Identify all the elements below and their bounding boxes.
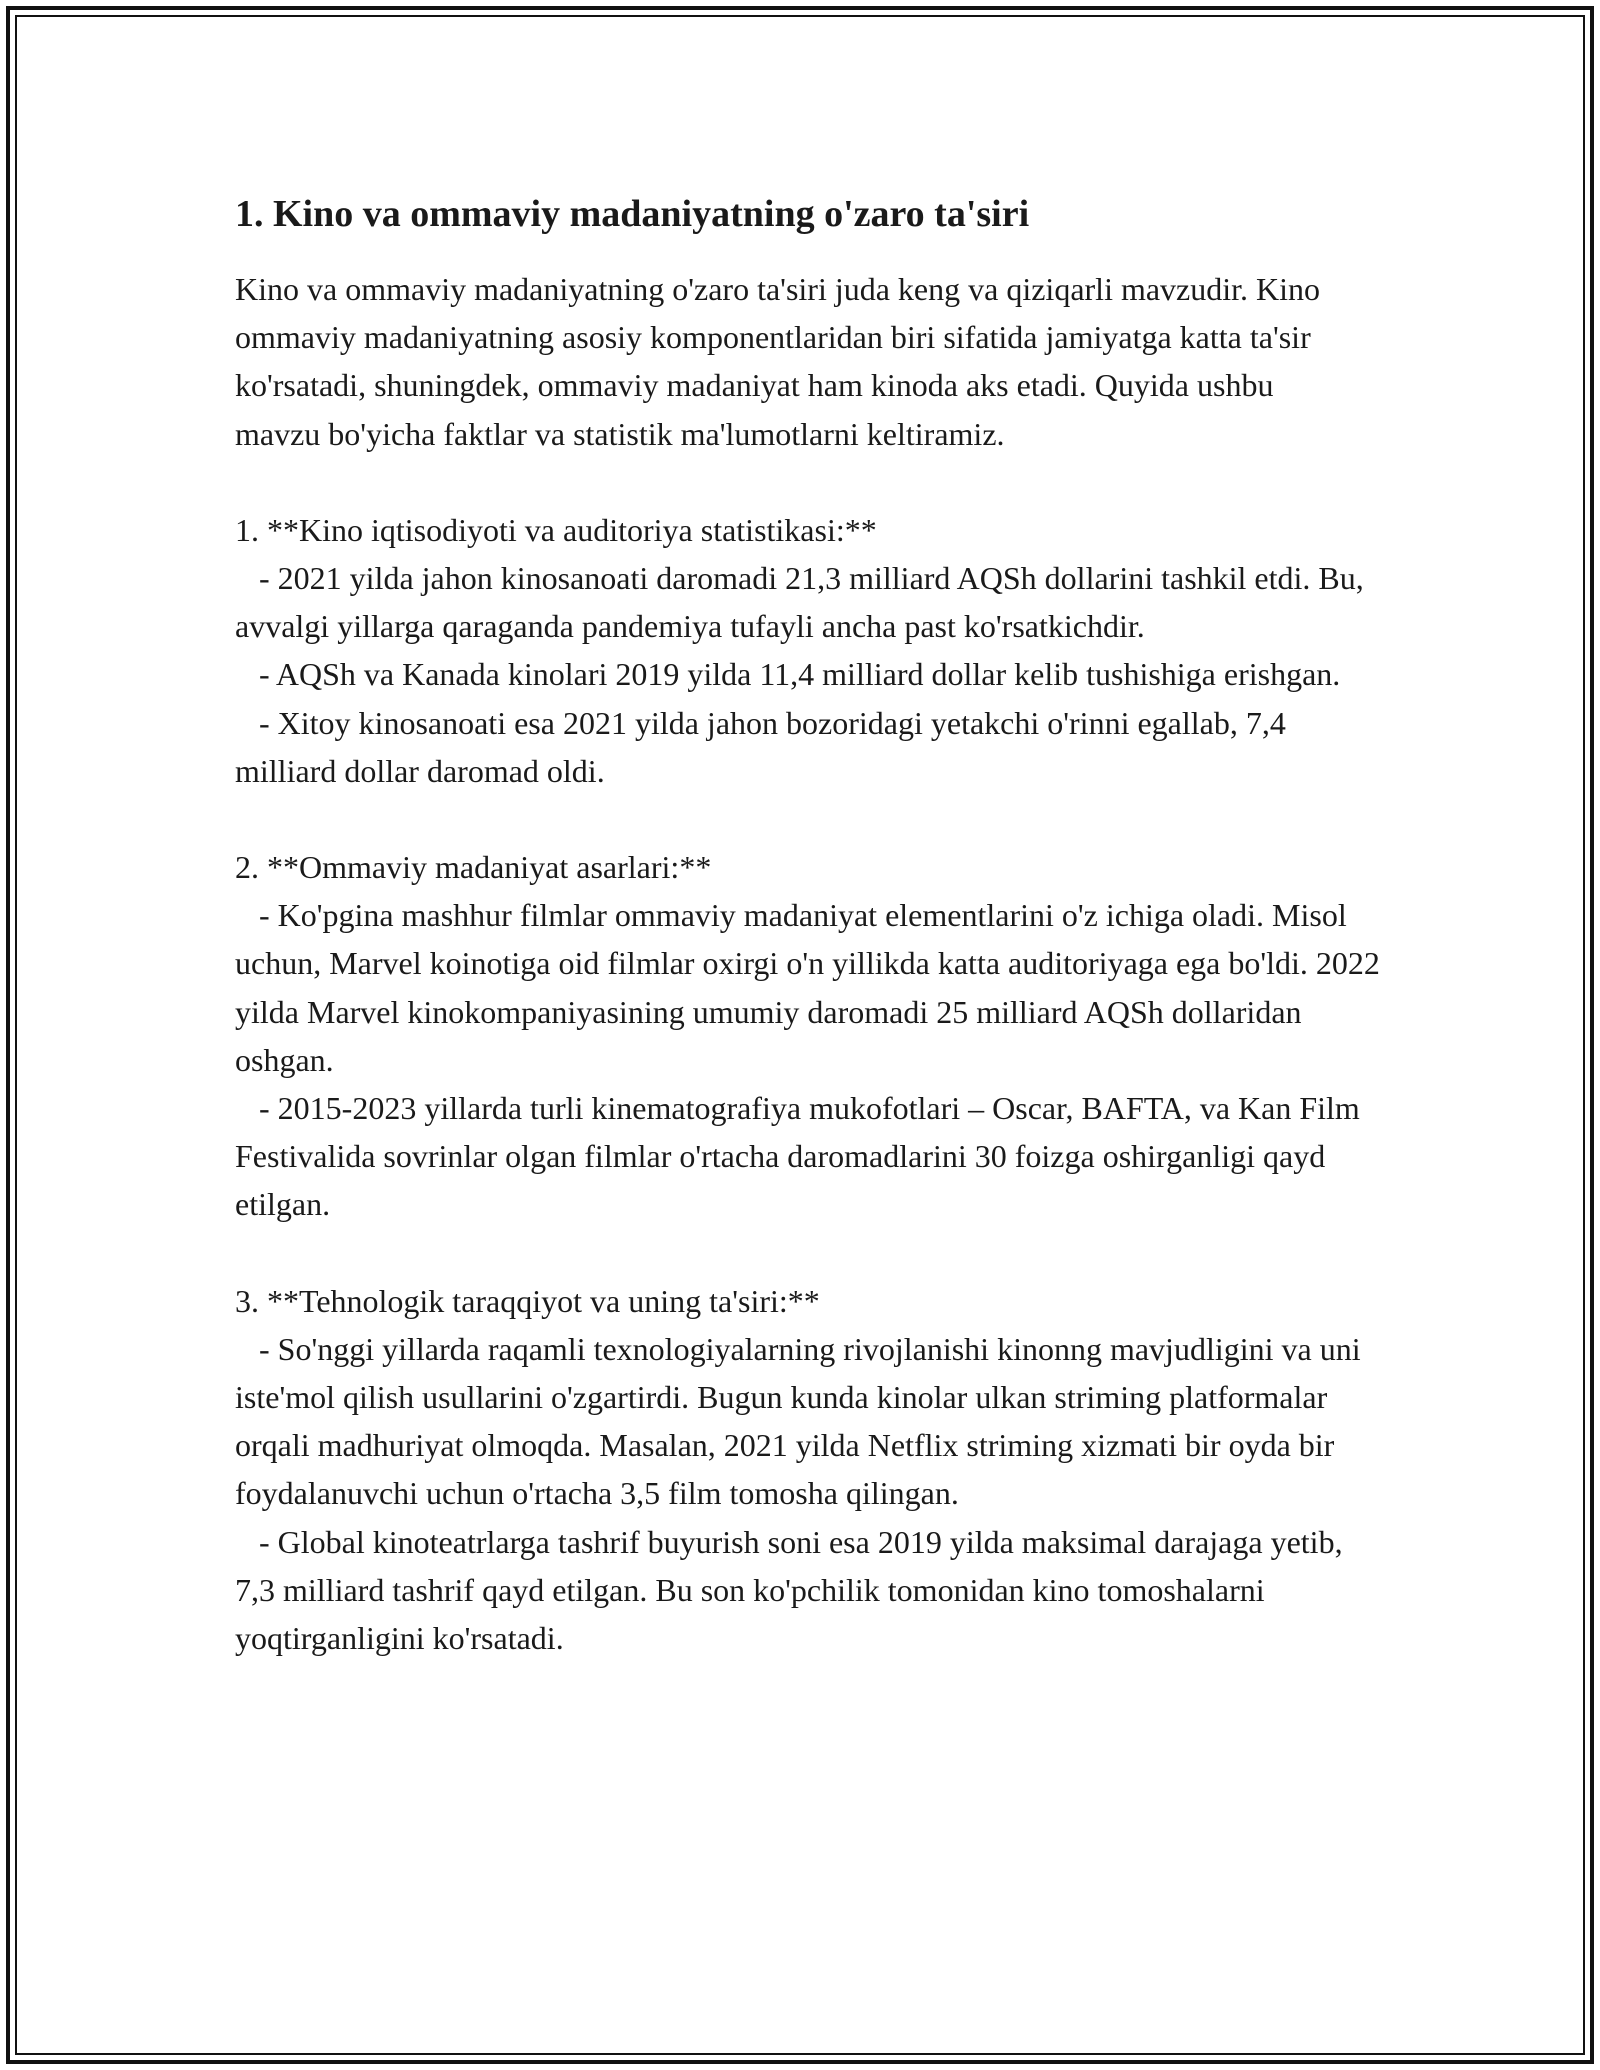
- section-1: [235, 506, 1385, 795]
- list-item: - 2021 yilda jahon kinosanoati daromadi 21,3 milliard AQSh dollarini tashkil etdi. Bu, avvalgi yillarga qaraganda pandemiya tufayli ancha past ko'rsatkichdir.: [235, 560, 1372, 645]
- list-item: - So'nggi yillarda raqamli texnologiyalarning rivojlanishi kinonng mavjudligini va uni iste'mol qilish usullarini o'zgartirdi. Bugun kunda kinolar ulkan striming platformalar orqali madhuriyat olmoqda. Masalan, 2021 yilda Netflix striming xizmati bir oyda bir foydalanuvchi uchun o'rtacha 3,5 film tomosha qilingan.: [235, 1330, 1369, 1512]
- document-body: [235, 185, 1388, 1662]
- list-item: - 2015-2023 yillarda turli kinematografiya mukofotlari – Oscar, BAFTA, va Kan Film Festivalida sovrinlar olgan filmlar o'rtacha daromadlarini 30 foizga oshirganligi qayd etilgan.: [235, 1090, 1368, 1223]
- section-heading: 2. **Ommaviy madaniyat asarlari:**: [235, 849, 712, 886]
- intro-paragraph: Kino va ommaviy madaniyatning o'zaro ta'siri juda keng va qiziqarli mavzudir. Kino ommaviy madaniyatning asosiy komponentlaridan biri sifatida jamiyatga katta ta'sir ko'rsatadi, shuningdek, ommaviy madaniyat ham kinoda aks etadi. Quyida ushbu mavzu bo'yicha faktlar va statistik ma'lumotlarni keltiramiz.: [235, 271, 1321, 452]
- section-heading: 3. **Tehnologik taraqqiyot va uning ta'siri:**: [235, 1282, 820, 1319]
- section-heading: 1. **Kino iqtisodiyoti va auditoriya statistikasi:**: [235, 511, 877, 548]
- section-3: [235, 1277, 1385, 1663]
- document-title: 1. Kino va ommaviy madaniyatning o'zaro ta'siri: [235, 193, 1030, 235]
- list-item: - Ko'pgina mashhur filmlar ommaviy madaniyat elementlarini o'z ichiga oladi. Misol uchun, Marvel koinotiga oid filmlar oxirgi o'n yillikda katta auditoriyaga ega bo'ldi. 2022 yilda Marvel kinokompaniyasining umumiy daromadi 25 milliard AQSh dollaridan oshgan.: [235, 897, 1388, 1078]
- list-item: - AQSh va Kanada kinolari 2019 yilda 11,4 milliard dollar kelib tushishiga erishgan.: [235, 656, 1341, 693]
- list-item: - Xitoy kinosanoati esa 2021 yilda jahon bozoridagi yetakchi o'rinni egallab, 7,4 milliard dollar daromad oldi.: [235, 704, 1294, 789]
- section-2: [235, 843, 1388, 1229]
- list-item: - Global kinoteatrlarga tashrif buyurish soni esa 2019 yilda maksimal darajaga yetib, 7,3 milliard tashrif qayd etilgan. Bu son ko'pchilik tomonidan kino tomoshalarni yoqtirganligini ko'rsatadi.: [235, 1523, 1351, 1657]
